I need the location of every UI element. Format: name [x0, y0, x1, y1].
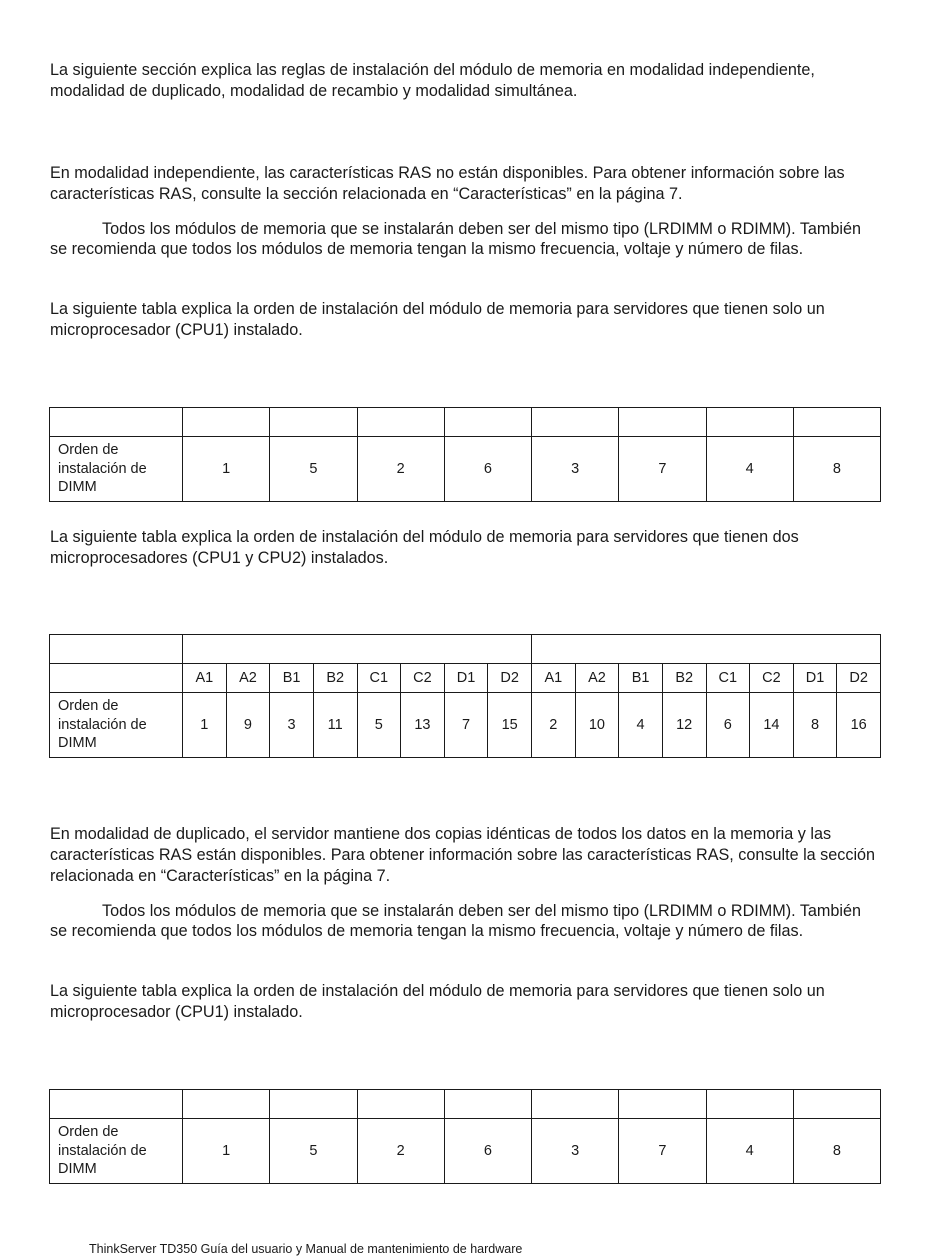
cpu1-group-header: [183, 635, 532, 664]
install-order-cell: 10: [575, 693, 619, 758]
mirror-mode-ras-paragraph: En modalidad de duplicado, el servidor mantiene dos copias idénticas de todos los datos en la memoria y las características RAS están disponibles. Para obtener información sobre las características RAS, consulte la sección relacionada en “Características” en la página 7.: [50, 825, 876, 885]
install-order-cell: 4: [706, 1119, 793, 1184]
header-cell: [270, 408, 357, 437]
page-footer: ThinkServer TD350 Guía del usuario y Manual de mantenimiento de hardware: [89, 1242, 523, 1256]
slot-header: A1: [532, 664, 576, 693]
slot-header: C1: [357, 664, 401, 693]
install-order-cell: 6: [444, 1119, 531, 1184]
table-header-row: [50, 408, 881, 437]
table-row: [50, 1119, 881, 1184]
table-row: [50, 693, 881, 758]
header-cell: [532, 408, 619, 437]
install-order-cell: 3: [270, 693, 314, 758]
header-cell: [444, 408, 531, 437]
install-order-cell: 2: [357, 1119, 444, 1184]
slot-header: A2: [226, 664, 270, 693]
header-cell: [706, 408, 793, 437]
install-order-cell: 15: [488, 693, 532, 758]
install-order-cell: 1: [183, 693, 227, 758]
header-cell: [706, 1090, 793, 1119]
install-order-cell: 13: [401, 693, 445, 758]
header-cell: [357, 408, 444, 437]
header-cell: [183, 408, 270, 437]
install-order-cell: 8: [793, 693, 837, 758]
header-cell: [532, 1090, 619, 1119]
install-order-cell: 7: [444, 693, 488, 758]
slot-header: D1: [793, 664, 837, 693]
install-order-cell: 6: [706, 693, 750, 758]
header-cell: [50, 664, 183, 693]
intro-paragraph: La siguiente sección explica las reglas de instalación del módulo de memoria en modalidad independiente, modalidad de duplicado, modalidad de recambio y modalidad simultánea.: [50, 61, 815, 100]
slot-header: B1: [270, 664, 314, 693]
header-cell: [793, 408, 880, 437]
mirror-single-cpu-installation-table: [49, 1089, 881, 1184]
install-order-cell: 5: [270, 437, 357, 502]
independent-mode-ras-paragraph: En modalidad independiente, las características RAS no están disponibles. Para obtener información sobre las características RAS, consulte la sección relacionada en “Características” en la página 7.: [50, 164, 845, 203]
install-order-cell: 4: [619, 693, 663, 758]
header-cell: [50, 635, 183, 664]
install-order-cell: 1: [183, 437, 270, 502]
header-cell: [619, 1090, 706, 1119]
slot-header: B2: [313, 664, 357, 693]
single-cpu-installation-table: [49, 407, 881, 502]
install-order-cell: 7: [619, 437, 706, 502]
header-cell: [270, 1090, 357, 1119]
slot-header: D2: [837, 664, 881, 693]
install-order-cell: 4: [706, 437, 793, 502]
install-order-cell: 2: [357, 437, 444, 502]
header-cell: [50, 408, 183, 437]
slot-header: A1: [183, 664, 227, 693]
install-order-cell: 5: [357, 693, 401, 758]
dual-cpu-installation-table: [49, 634, 881, 758]
install-order-cell: 12: [662, 693, 706, 758]
independent-mode-note: Todos los módulos de memoria que se instalarán deben ser del mismo tipo (LRDIMM o RDIMM). También se recomienda que todos los módulos de memoria tengan la mismo frecuencia, voltaje y número de filas.: [50, 220, 862, 258]
table3-intro-paragraph: La siguiente tabla explica la orden de instalación del módulo de memoria para servidores que tienen solo un microprocesador (CPU1) instalado.: [50, 982, 825, 1021]
table-row: [50, 437, 881, 502]
install-order-cell: 16: [837, 693, 881, 758]
row-label: Orden de instalación de DIMM: [50, 1119, 183, 1184]
row-label: Orden de instalación de DIMM: [50, 693, 183, 758]
table-group-header-row: [50, 635, 881, 664]
header-cell: [357, 1090, 444, 1119]
install-order-cell: 9: [226, 693, 270, 758]
install-order-cell: 3: [532, 1119, 619, 1184]
slot-header: B1: [619, 664, 663, 693]
slot-header: C1: [706, 664, 750, 693]
slot-header: B2: [662, 664, 706, 693]
header-cell: [183, 1090, 270, 1119]
slot-header: D2: [488, 664, 532, 693]
header-cell: [619, 408, 706, 437]
header-cell: [444, 1090, 531, 1119]
install-order-cell: 7: [619, 1119, 706, 1184]
install-order-cell: 5: [270, 1119, 357, 1184]
install-order-cell: 8: [793, 1119, 880, 1184]
slot-header: C2: [750, 664, 794, 693]
table1-intro-paragraph: La siguiente tabla explica la orden de instalación del módulo de memoria para servidores que tienen solo un microprocesador (CPU1) instalado.: [50, 300, 825, 339]
install-order-cell: 1: [183, 1119, 270, 1184]
table2-intro-paragraph: La siguiente tabla explica la orden de instalación del módulo de memoria para servidores que tienen dos microprocesadores (CPU1 y CPU2) instalados.: [50, 528, 799, 567]
install-order-cell: 8: [793, 437, 880, 502]
install-order-cell: 6: [444, 437, 531, 502]
header-cell: [50, 1090, 183, 1119]
install-order-cell: 11: [313, 693, 357, 758]
slot-header-row: [50, 664, 881, 693]
slot-header: A2: [575, 664, 619, 693]
mirror-mode-note: Todos los módulos de memoria que se instalarán deben ser del mismo tipo (LRDIMM o RDIMM). También se recomienda que todos los módulos de memoria tengan la mismo frecuencia, voltaje y número de filas.: [50, 902, 862, 940]
slot-header: D1: [444, 664, 488, 693]
table-header-row: [50, 1090, 881, 1119]
header-cell: [793, 1090, 880, 1119]
row-label: Orden de instalación de DIMM: [50, 437, 183, 502]
install-order-cell: 2: [532, 693, 576, 758]
install-order-cell: 3: [532, 437, 619, 502]
slot-header: C2: [401, 664, 445, 693]
cpu2-group-header: [532, 635, 881, 664]
install-order-cell: 14: [750, 693, 794, 758]
